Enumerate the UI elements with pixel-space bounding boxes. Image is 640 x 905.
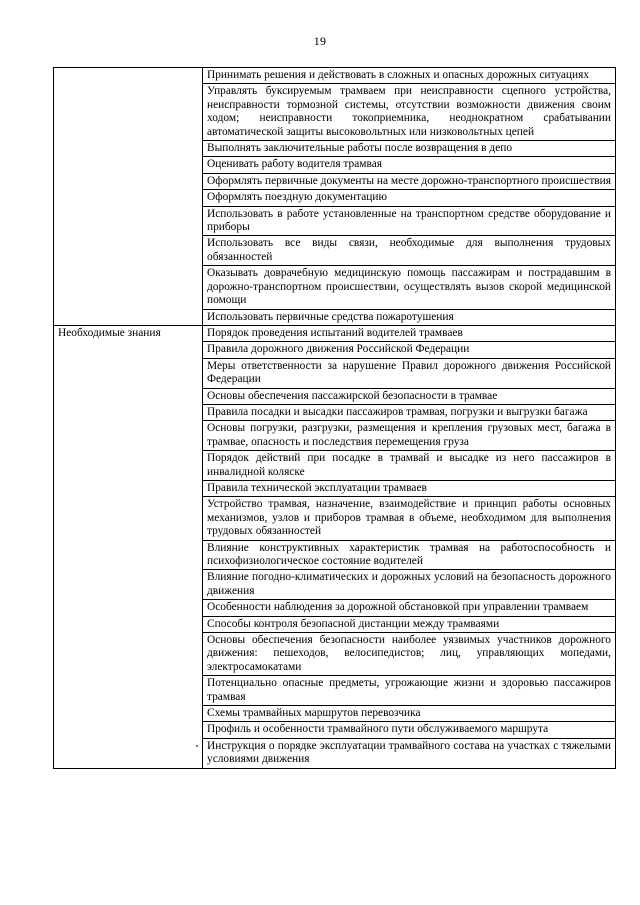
skill-item: Управлять буксируемым трамваем при неисправности сцепного устройства, неисправности тормозной системы, отсутствии возможности движения своим ходом; неисправности токоприемника, неоднократном срабатывании автоматической защиты высоковольтных или низковольтных цепей xyxy=(203,84,616,141)
knowledge-item: Основы обеспечения безопасности наиболее уязвимых участников дорожного движения: пешеходов, велосипедистов; лиц, управляющих мопедами, электросамокатами xyxy=(203,633,616,676)
knowledge-item: Порядок проведения испытаний водителей трамваев xyxy=(203,325,616,341)
knowledge-item: Влияние погодно-климатических и дорожных условий на безопасность дорожного движения xyxy=(203,570,616,600)
skill-item: Использовать первичные средства пожаротушения xyxy=(203,309,616,325)
skill-item: Выполнять заключительные работы после возвращения в депо xyxy=(203,141,616,157)
scan-dot xyxy=(196,745,198,747)
knowledge-item: Порядок действий при посадке в трамвай и высадке из него пассажиров в инвалидной коляске xyxy=(203,451,616,481)
knowledge-label: Необходимые знания xyxy=(54,325,203,768)
skill-item: Принимать решения и действовать в сложных и опасных дорожных ситуациях xyxy=(203,68,616,84)
table-body xyxy=(54,68,616,769)
knowledge-item: Способы контроля безопасной дистанции между трамваями xyxy=(203,616,616,632)
knowledge-item: Основы обеспечения пассажирской безопасности в трамвае xyxy=(203,388,616,404)
knowledge-item: Устройство трамвая, назначение, взаимодействие и принцип работы основных механизмов, узлов и приборов трамвая в объеме, необходимом для выполнения трудовых обязанностей xyxy=(203,497,616,540)
knowledge-item: Схемы трамвайных маршрутов перевозчика xyxy=(203,706,616,722)
knowledge-item: Основы погрузки, разгрузки, размещения и крепления грузовых мест, багажа в трамвае, опасность и последствия перемещения груза xyxy=(203,421,616,451)
knowledge-item: Профиль и особенности трамвайного пути обслуживаемого маршрута xyxy=(203,722,616,738)
knowledge-item: Правила дорожного движения Российской Федерации xyxy=(203,342,616,358)
knowledge-item: Правила технической эксплуатации трамваев xyxy=(203,480,616,496)
skill-item: Использовать в работе установленные на транспортном средстве оборудование и приборы xyxy=(203,206,616,236)
knowledge-item: Особенности наблюдения за дорожной обстановкой при управлении трамваем xyxy=(203,600,616,616)
knowledge-item: Меры ответственности за нарушение Правил дорожного движения Российской Федерации xyxy=(203,358,616,388)
page-number: 19 xyxy=(313,34,327,48)
knowledge-item: Правила посадки и высадки пассажиров трамвая, погрузки и выгрузки багажа xyxy=(203,404,616,420)
table-row xyxy=(54,325,616,341)
empty-label-cell xyxy=(54,68,203,326)
skill-item: Оценивать работу водителя трамвая xyxy=(203,157,616,173)
requirements-table xyxy=(53,67,616,769)
knowledge-item: Влияние конструктивных характеристик трамвая на работоспособность и психофизиологическое состояние водителей xyxy=(203,540,616,570)
table-row xyxy=(54,68,616,84)
knowledge-item: Инструкция о порядке эксплуатации трамвайного состава на участках с тяжелыми условиями движения xyxy=(203,738,616,768)
skill-item: Оказывать доврачебную медицинскую помощь пассажирам и пострадавшим в дорожно-транспортном происшествии, осуществлять вызов скорой медицинской помощи xyxy=(203,266,616,309)
skill-item: Оформлять первичные документы на месте дорожно-транспортного происшествия xyxy=(203,173,616,189)
knowledge-item: Потенциально опасные предметы, угрожающие жизни и здоровью пассажиров трамвая xyxy=(203,676,616,706)
skill-item: Оформлять поездную документацию xyxy=(203,190,616,206)
skill-item: Использовать все виды связи, необходимые для выполнения трудовых обязанностей xyxy=(203,236,616,266)
